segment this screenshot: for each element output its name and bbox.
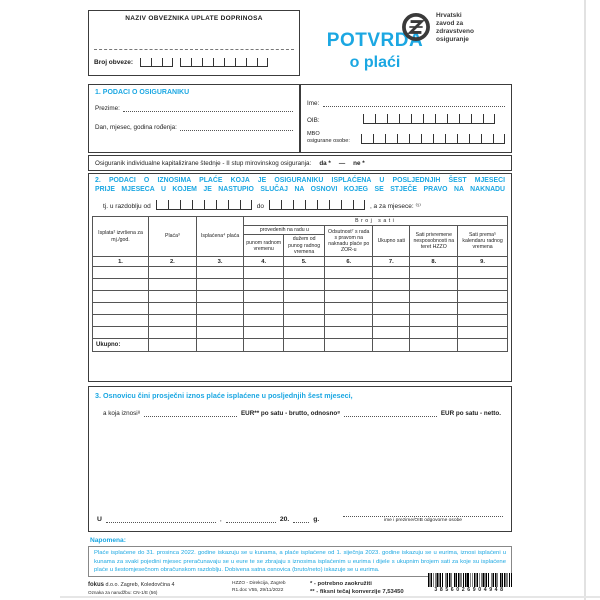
digit-cell[interactable] xyxy=(481,134,493,144)
digit-cell[interactable] xyxy=(361,134,373,144)
table-cell[interactable] xyxy=(93,315,149,327)
table-cell[interactable] xyxy=(196,267,244,279)
column-number: 3. xyxy=(196,257,244,267)
logo-line: osiguranje xyxy=(436,36,469,44)
table-cell[interactable] xyxy=(244,315,283,327)
table-cell[interactable] xyxy=(149,327,197,339)
section2-title-line1: 2. PODACI O IZNOSIMA PLAĆE KOJA JE OSIGURANIKU ISPLAĆENA U POSLJEDNJIH ŠEST MJESECI xyxy=(95,177,505,184)
digit-cell[interactable] xyxy=(421,134,433,144)
column-number: 4. xyxy=(244,257,283,267)
logo-line: zavod za xyxy=(436,20,464,28)
hzzo-logo xyxy=(401,12,474,47)
brutto-field[interactable] xyxy=(144,409,237,417)
digit-cell[interactable] xyxy=(191,58,202,67)
column-number: 5. xyxy=(283,257,325,267)
digit-cell[interactable] xyxy=(447,114,459,124)
digit-cell[interactable] xyxy=(385,134,397,144)
table-cell[interactable] xyxy=(196,291,244,303)
form-title-line2: o plaći xyxy=(349,54,401,71)
column-number: 2. xyxy=(149,257,197,267)
table-cell[interactable] xyxy=(373,327,410,339)
table-cell[interactable] xyxy=(373,291,410,303)
comma: , xyxy=(219,516,222,523)
mbo-label-line2: osigurane osobe: xyxy=(307,137,350,144)
col1-header: Isplata² izvršena za mj./god. xyxy=(93,216,149,256)
section-salary-amounts xyxy=(88,173,512,382)
digit-cell[interactable] xyxy=(168,200,180,210)
column-number: 7. xyxy=(373,257,410,267)
digit-cell[interactable] xyxy=(433,134,445,144)
column-numbers-row xyxy=(93,257,508,267)
digit-cell[interactable] xyxy=(216,200,228,210)
signature-caption: ime i prezime/OIB odgovorne osobe xyxy=(383,518,463,523)
page-edge xyxy=(584,0,586,600)
digit-cell[interactable] xyxy=(269,200,281,210)
digit-cell[interactable] xyxy=(399,114,411,124)
payer-fill-line[interactable] xyxy=(94,49,294,50)
digit-cell[interactable] xyxy=(363,114,375,124)
digit-cell[interactable] xyxy=(224,58,235,67)
table-cell[interactable] xyxy=(458,303,508,315)
digit-cell[interactable] xyxy=(293,200,305,210)
place-label: U xyxy=(97,516,102,523)
ukupno-label: Ukupno: xyxy=(93,339,149,352)
digit-cell[interactable] xyxy=(151,58,162,67)
barcode-bars-icon xyxy=(428,573,512,587)
table-row xyxy=(93,267,508,279)
oib-label: OIB: xyxy=(307,117,320,124)
mbo-cells[interactable] xyxy=(361,134,505,144)
digit-cell[interactable] xyxy=(202,58,213,67)
digit-cell[interactable] xyxy=(397,134,409,144)
digit-cell[interactable] xyxy=(459,114,471,124)
amount-mid: EUR** po satu - brutto, odnosno⁸ xyxy=(240,410,341,417)
pillar-dash: — xyxy=(338,159,346,167)
col9-header: Sati prema⁵ kalendaru radnog vremena xyxy=(458,226,508,257)
prezime-field[interactable] xyxy=(123,104,293,112)
digit-cell[interactable] xyxy=(240,200,252,210)
place-field[interactable] xyxy=(106,515,216,523)
table-cell[interactable] xyxy=(283,315,325,327)
printer-order-code: Oznaka za narudžbu: CN-1/E (56) xyxy=(88,589,158,595)
broj-sati-header: Broj sati xyxy=(244,216,508,225)
section1-title: 1. PODACI O OSIGURANIKU xyxy=(95,89,190,96)
digit-cell[interactable] xyxy=(411,114,423,124)
table-cell[interactable] xyxy=(196,315,244,327)
total-cell[interactable] xyxy=(196,339,244,352)
col5-header: dužem od punog radnog vremena xyxy=(283,235,325,257)
table-cell[interactable] xyxy=(283,291,325,303)
table-cell[interactable] xyxy=(149,267,197,279)
hzzo-direkcija: HZZO - Direkcija, Zagreb xyxy=(232,581,286,586)
column-number: 1. xyxy=(93,257,149,267)
table-cell[interactable] xyxy=(93,267,149,279)
table-cell[interactable] xyxy=(93,303,149,315)
col2-header: Plaća³ xyxy=(149,216,197,256)
table-cell[interactable] xyxy=(458,327,508,339)
napomena-label: Napomena: xyxy=(90,537,126,544)
digit-cell[interactable] xyxy=(180,58,191,67)
table-cell[interactable] xyxy=(283,303,325,315)
section-average-base xyxy=(88,386,512,532)
digit-cell[interactable] xyxy=(204,200,216,210)
total-cell[interactable] xyxy=(458,339,508,352)
printer-name: fokus xyxy=(88,582,105,588)
broj-obveze-label: Broj obveze: xyxy=(94,59,134,66)
digit-cell[interactable] xyxy=(493,134,505,144)
col3-header: Isplaćena⁴ plaća xyxy=(196,216,244,256)
table-cell[interactable] xyxy=(373,279,410,291)
table-cell[interactable] xyxy=(410,315,458,327)
table-cell[interactable] xyxy=(244,267,283,279)
digit-cell[interactable] xyxy=(483,114,495,124)
digit-cell[interactable] xyxy=(305,200,317,210)
hzzo-emblem-icon xyxy=(401,12,431,47)
digit-cell[interactable] xyxy=(329,200,341,210)
total-cell[interactable] xyxy=(410,339,458,352)
table-cell[interactable] xyxy=(373,267,410,279)
broj-obveze-cells-a[interactable] xyxy=(140,58,173,67)
birthdate-field[interactable] xyxy=(180,123,293,131)
table-row xyxy=(93,315,508,327)
mbo-label xyxy=(307,131,357,144)
table-cell[interactable] xyxy=(325,279,373,291)
col4-header: punom radnom vremenu xyxy=(244,235,283,257)
digit-cell[interactable] xyxy=(471,114,483,124)
table-row xyxy=(93,291,508,303)
table-cell[interactable] xyxy=(244,279,283,291)
printer-info xyxy=(88,581,174,596)
total-cell[interactable] xyxy=(149,339,197,352)
digit-cell[interactable] xyxy=(387,114,399,124)
table-row xyxy=(93,327,508,339)
table-cell[interactable] xyxy=(283,327,325,339)
birthdate-label: Dan, mjesec, godina rođenja: xyxy=(95,124,177,131)
digit-cell[interactable] xyxy=(213,58,224,67)
table-cell[interactable] xyxy=(325,291,373,303)
section2-title-line2: PRIJE MJESECA U KOJEM JE NASTUPIO SLUČAJ NA OSNOVI KOJEG SE STJEČE PRAVO NA NAKNADU xyxy=(95,185,505,193)
digit-cell[interactable] xyxy=(192,200,204,210)
total-cell[interactable] xyxy=(283,339,325,352)
provedenih-header: provedenih na radu u xyxy=(244,226,325,235)
table-cell[interactable] xyxy=(283,267,325,279)
digit-cell[interactable] xyxy=(469,134,481,144)
section-insured-person xyxy=(88,84,512,153)
col7-header: Ukupno sati xyxy=(373,226,410,257)
broj-obveze-cells-b[interactable] xyxy=(180,58,268,67)
digit-cell[interactable] xyxy=(423,114,435,124)
table-cell[interactable] xyxy=(244,327,283,339)
table-row xyxy=(93,279,508,291)
digit-cell[interactable] xyxy=(156,200,168,210)
table-cell[interactable] xyxy=(93,327,149,339)
salary-table-body xyxy=(93,267,508,339)
payer-box-title: NAZIV OBVEZNIKA UPLATE DOPRINOSA xyxy=(125,15,263,22)
digit-cell[interactable] xyxy=(373,134,385,144)
digit-cell[interactable] xyxy=(235,58,246,67)
table-cell[interactable] xyxy=(283,279,325,291)
total-cell[interactable] xyxy=(325,339,373,352)
period-label: tj. u razdoblju od xyxy=(103,202,151,210)
printer-address: d.o.o. Zagreb, Koledovčina 4 xyxy=(104,582,175,588)
col8-header: Sati privremene nesposobnosti na teret HZZO xyxy=(410,226,458,257)
table-cell[interactable] xyxy=(93,291,149,303)
column-number: 9. xyxy=(458,257,508,267)
table-cell[interactable] xyxy=(196,279,244,291)
divider xyxy=(299,85,301,152)
signature-field[interactable] xyxy=(343,508,503,517)
table-cell[interactable] xyxy=(410,267,458,279)
col6-header: Odsutnost⁷ s rada s pravom na naknadu plaće po ZOR-u xyxy=(325,226,373,257)
footnote-legend xyxy=(310,580,404,597)
period-suffix: , a za mjesece: ⁽¹⁾ xyxy=(369,202,421,210)
digit-cell[interactable] xyxy=(435,114,447,124)
digit-cell[interactable] xyxy=(246,58,257,67)
netto-field[interactable] xyxy=(344,409,437,417)
total-cell[interactable] xyxy=(373,339,410,352)
table-cell[interactable] xyxy=(458,279,508,291)
table-cell[interactable] xyxy=(149,291,197,303)
legend-zaokruziti: * - potrebno zaokružiti xyxy=(310,581,372,587)
salary-table xyxy=(92,216,508,352)
digit-cell[interactable] xyxy=(457,134,469,144)
digit-cell[interactable] xyxy=(162,58,173,67)
table-cell[interactable] xyxy=(325,315,373,327)
table-cell[interactable] xyxy=(373,315,410,327)
mbo-label-line1: MBO xyxy=(307,131,320,137)
table-cell[interactable] xyxy=(373,303,410,315)
table-cell[interactable] xyxy=(410,327,458,339)
hzzo-logo-text xyxy=(436,12,474,45)
form-version: R1.doc V55, 29/11/2022 xyxy=(232,587,284,593)
barcode xyxy=(428,573,512,593)
period-to-cells[interactable] xyxy=(269,200,365,210)
g-label: g. xyxy=(313,516,320,523)
digit-cell[interactable] xyxy=(180,200,192,210)
column-number: 8. xyxy=(410,257,458,267)
oib-cells[interactable] xyxy=(363,114,495,124)
second-pillar-row xyxy=(88,155,512,171)
amount-prefix: a koja iznosi⁸ xyxy=(103,410,141,417)
table-cell[interactable] xyxy=(410,303,458,315)
table-cell[interactable] xyxy=(458,315,508,327)
year-field[interactable] xyxy=(293,515,309,523)
pillar-text: Osiguranik individualne kapitalizirane štednje - II stup mirovinskog osiguranja: xyxy=(95,159,312,167)
table-cell[interactable] xyxy=(149,279,197,291)
ime-field[interactable] xyxy=(323,99,505,107)
period-do-label: do xyxy=(256,202,264,210)
digit-cell[interactable] xyxy=(375,114,387,124)
date-field[interactable] xyxy=(226,515,276,523)
total-row xyxy=(93,339,508,352)
digit-cell[interactable] xyxy=(445,134,457,144)
digit-cell[interactable] xyxy=(341,200,353,210)
table-cell[interactable] xyxy=(196,327,244,339)
pillar-da-option[interactable]: da * xyxy=(319,159,331,167)
logo-line: Hrvatski xyxy=(436,12,462,19)
year-label: 20. xyxy=(279,516,290,523)
pillar-ne-option[interactable]: ne * xyxy=(353,159,365,167)
table-cell[interactable] xyxy=(458,267,508,279)
form-version-info xyxy=(232,581,286,594)
table-cell[interactable] xyxy=(196,303,244,315)
prezime-label: Prezime: xyxy=(95,105,120,112)
digit-cell[interactable] xyxy=(281,200,293,210)
table-cell[interactable] xyxy=(410,291,458,303)
table-cell[interactable] xyxy=(149,303,197,315)
section3-title: 3. Osnovicu čini prosječni iznos plaće isplaćene u posljednjih šest mjeseci, xyxy=(95,391,353,400)
digit-cell[interactable] xyxy=(409,134,421,144)
table-cell[interactable] xyxy=(410,279,458,291)
table-cell[interactable] xyxy=(149,315,197,327)
payer-box xyxy=(88,10,300,76)
digit-cell[interactable] xyxy=(228,200,240,210)
barcode-digits: 3856026904948 xyxy=(434,587,506,593)
table-cell[interactable] xyxy=(325,303,373,315)
column-number: 6. xyxy=(325,257,373,267)
table-cell[interactable] xyxy=(244,303,283,315)
table-row xyxy=(93,303,508,315)
signature-block xyxy=(343,508,503,523)
ime-label: Ime: xyxy=(307,100,320,107)
table-cell[interactable] xyxy=(325,267,373,279)
digit-cell[interactable] xyxy=(317,200,329,210)
digit-cell[interactable] xyxy=(257,58,268,67)
period-from-cells[interactable] xyxy=(156,200,252,210)
total-cell[interactable] xyxy=(244,339,283,352)
digit-cell[interactable] xyxy=(353,200,365,210)
digit-cell[interactable] xyxy=(140,58,151,67)
table-cell[interactable] xyxy=(93,279,149,291)
napomena-text: Plaće isplaćene do 31. prosinca 2022. godine iskazuju se u kunama, a plaće isplaćene od 1. siječnja 2023. godine iskazuju se u eurima, iznosi isplaćeni u kunama za svaki pojedini mjesec preračunavaju se u eure te se zbrajaju s iznosima isplaćenim u eurima i dijele s ukupnim brojem sati za koje su isplaćene plaće u šestomjesečnom obračunskom razdoblju. Dobivena satna osnovica (bruto/neto) iskazuje se u eurima. xyxy=(88,546,512,577)
legend-konverzija: ** - fiksni tečaj konverzije 7,53450 xyxy=(310,589,404,596)
table-cell[interactable] xyxy=(458,291,508,303)
table-cell[interactable] xyxy=(244,291,283,303)
form-title-line1: POTVRDA xyxy=(326,30,424,51)
table-cell[interactable] xyxy=(325,327,373,339)
amount-suffix: EUR po satu - netto. xyxy=(440,410,501,417)
logo-line: zdravstveno xyxy=(436,28,474,36)
